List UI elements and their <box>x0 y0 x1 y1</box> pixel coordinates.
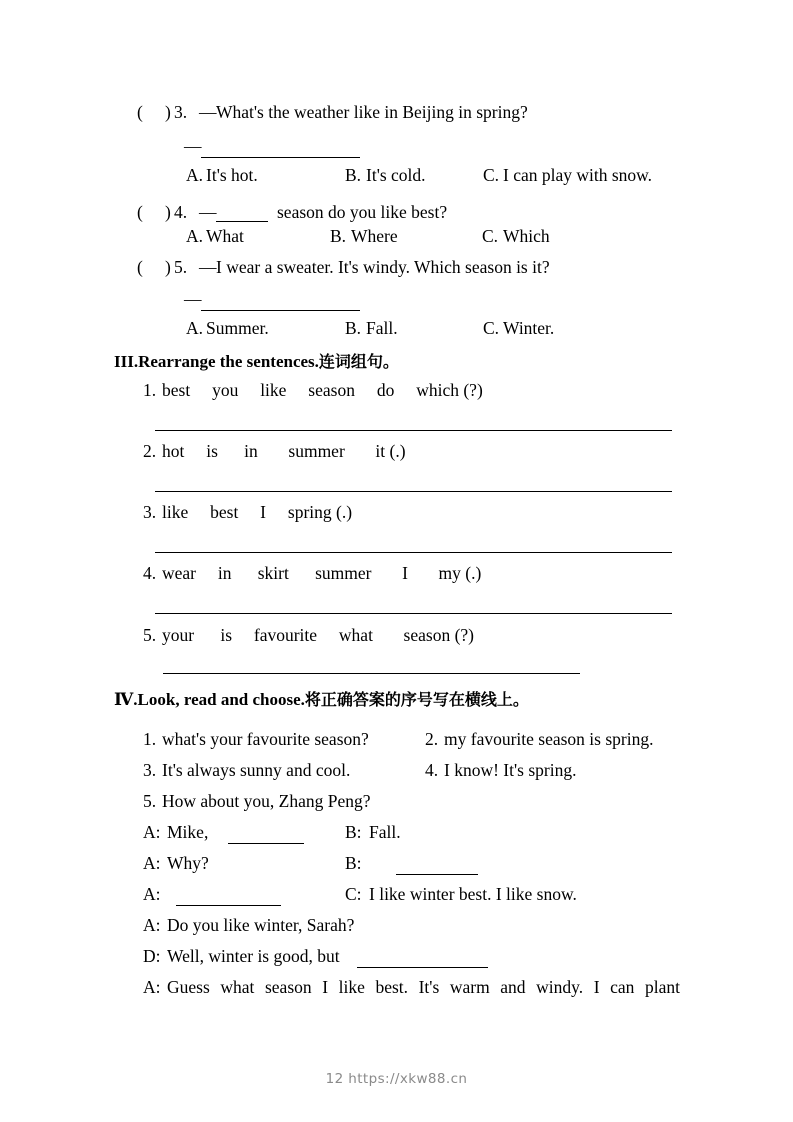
rearrange-2-number: 2. <box>143 441 157 461</box>
rearrange-1-words: best you like season do which (?) <box>162 380 483 400</box>
question-5-answer-blank[interactable] <box>201 310 360 311</box>
rearrange-3-words: like best I spring (.) <box>162 502 353 522</box>
section-four-title-cn: 将正确答案的序号写在横线上。 <box>304 690 529 709</box>
question-4-number: 4. <box>174 202 188 222</box>
dialogue-4-left-speaker: A: <box>143 915 161 935</box>
question-5-answer-dash: — <box>184 289 202 309</box>
question-5-bracket-close: ) <box>165 257 171 277</box>
rearrange-4-words: wear in skirt summer I my (.) <box>162 563 482 583</box>
section-three-numeral: III. <box>114 352 139 371</box>
question-4-option-c-label[interactable]: C. <box>482 226 499 246</box>
bank-2-number: 2. <box>425 729 439 749</box>
question-3-option-c-label[interactable]: C. <box>483 165 500 185</box>
question-5-option-c-label[interactable]: C. <box>483 318 500 338</box>
question-3-options <box>0 165 653 189</box>
section-three-title-en: Rearrange the sentences. <box>138 352 319 371</box>
dialogue-3-left-blank[interactable] <box>176 905 281 906</box>
question-3-text: What's the weather like in Beijing in spring? <box>216 102 528 122</box>
question-3-option-b-label[interactable]: B. <box>345 165 362 185</box>
section-three-title-cn: 连词组句。 <box>318 352 399 371</box>
dialogue-last-speaker: A: <box>143 977 161 997</box>
dialogue-1-left-speaker: A: <box>143 822 161 842</box>
footer-watermark: 12 https://xkw88.cn <box>325 1071 468 1087</box>
question-4-option-a-label[interactable]: A. <box>186 226 204 246</box>
dialogue-last-text: Guess what season I like best. It's warm and windy. I can plant <box>167 977 680 997</box>
rearrange-5-number: 5. <box>143 625 157 645</box>
question-5-option-c-text[interactable]: Winter. <box>503 318 555 338</box>
bank-1-number: 1. <box>143 729 157 749</box>
dialogue-1-right-speaker: B: <box>345 822 362 842</box>
question-4-options <box>0 228 600 250</box>
dialogue-5-left-text: Well, winter is good, but <box>167 946 340 966</box>
question-5-dash: — <box>199 257 217 277</box>
bank-5-text[interactable]: How about you, Zhang Peng? <box>162 791 371 811</box>
question-3-option-c-text[interactable]: I can play with snow. <box>503 165 653 185</box>
rearrange-5-answer-line[interactable] <box>163 673 580 674</box>
bank-2-text[interactable]: my favourite season is spring. <box>444 729 654 749</box>
question-5-option-b-text[interactable]: Fall. <box>366 318 398 338</box>
bank-3-number: 3. <box>143 760 157 780</box>
question-4-option-a-text[interactable]: What <box>206 226 244 246</box>
section-three-heading <box>114 353 399 370</box>
question-3-option-a-text[interactable]: It's hot. <box>206 165 258 185</box>
question-4-text: season do you like best? <box>277 202 448 222</box>
dialogue-3-right-text: I like winter best. I like snow. <box>369 884 577 904</box>
section-four-heading <box>114 691 529 708</box>
question-5-option-a-text[interactable]: Summer. <box>206 318 269 338</box>
question-5-number: 5. <box>174 257 188 277</box>
rearrange-2-answer-line[interactable] <box>155 491 672 492</box>
section-four-title-en: Look, read and choose. <box>137 690 305 709</box>
question-4-option-c-text[interactable]: Which <box>503 226 550 246</box>
section-four-numeral: Ⅳ. <box>114 690 138 709</box>
dialogue-5-left-speaker: D: <box>143 946 161 966</box>
dialogue-4-left-text: Do you like winter, Sarah? <box>167 915 355 935</box>
rearrange-1-answer-line[interactable] <box>155 430 672 431</box>
rearrange-3-answer-line[interactable] <box>155 552 672 553</box>
dialogue-5-left-blank[interactable] <box>357 967 488 968</box>
bank-4-number: 4. <box>425 760 439 780</box>
dialogue-3-left-speaker: A: <box>143 884 161 904</box>
rearrange-4-answer-line[interactable] <box>155 613 672 614</box>
question-5-text: I wear a sweater. It's windy. Which season is it? <box>216 257 550 277</box>
bank-4-text[interactable]: I know! It's spring. <box>444 760 577 780</box>
question-3-answer-dash: — <box>184 136 202 156</box>
dialogue-2-right-speaker: B: <box>345 853 362 873</box>
bank-5-number: 5. <box>143 791 157 811</box>
rearrange-3-number: 3. <box>143 502 157 522</box>
dialogue-1-left-blank[interactable] <box>228 843 304 844</box>
bank-3-text[interactable]: It's always sunny and cool. <box>162 760 351 780</box>
rearrange-1-number: 1. <box>143 380 157 400</box>
dialogue-2-left-text: Why? <box>167 853 209 873</box>
dialogue-2-left-speaker: A: <box>143 853 161 873</box>
question-3-answer-blank[interactable] <box>201 157 360 158</box>
question-3-bracket-close: ) <box>165 102 171 122</box>
question-5-option-a-label[interactable]: A. <box>186 318 204 338</box>
rearrange-2-words: hot is in summer it (.) <box>162 441 406 461</box>
dialogue-3-right-speaker: C: <box>345 884 362 904</box>
rearrange-4-number: 4. <box>143 563 157 583</box>
question-4-option-b-text[interactable]: Where <box>351 226 398 246</box>
dialogue-1-left-text: Mike, <box>167 822 209 842</box>
question-4-dash: — <box>199 202 217 222</box>
question-4-bracket: ( <box>137 202 143 222</box>
rearrange-5-words: your is favourite what season (?) <box>162 625 475 645</box>
question-3-dash: — <box>199 102 217 122</box>
question-4-bracket-close: ) <box>165 202 171 222</box>
question-4-inline-blank[interactable] <box>216 221 268 222</box>
question-3-option-b-text[interactable]: It's cold. <box>366 165 426 185</box>
question-5-option-b-label[interactable]: B. <box>345 318 362 338</box>
question-4-option-b-label[interactable]: B. <box>330 226 347 246</box>
question-5-bracket: ( <box>137 257 143 277</box>
question-3-option-a-label[interactable]: A. <box>186 165 204 185</box>
dialogue-2-right-blank[interactable] <box>396 874 478 875</box>
question-5-options <box>0 320 600 342</box>
bank-1-text[interactable]: what's your favourite season? <box>162 729 369 749</box>
question-3-number: 3. <box>174 102 188 122</box>
dialogue-1-right-text: Fall. <box>369 822 401 842</box>
question-3-bracket: ( <box>137 102 143 122</box>
